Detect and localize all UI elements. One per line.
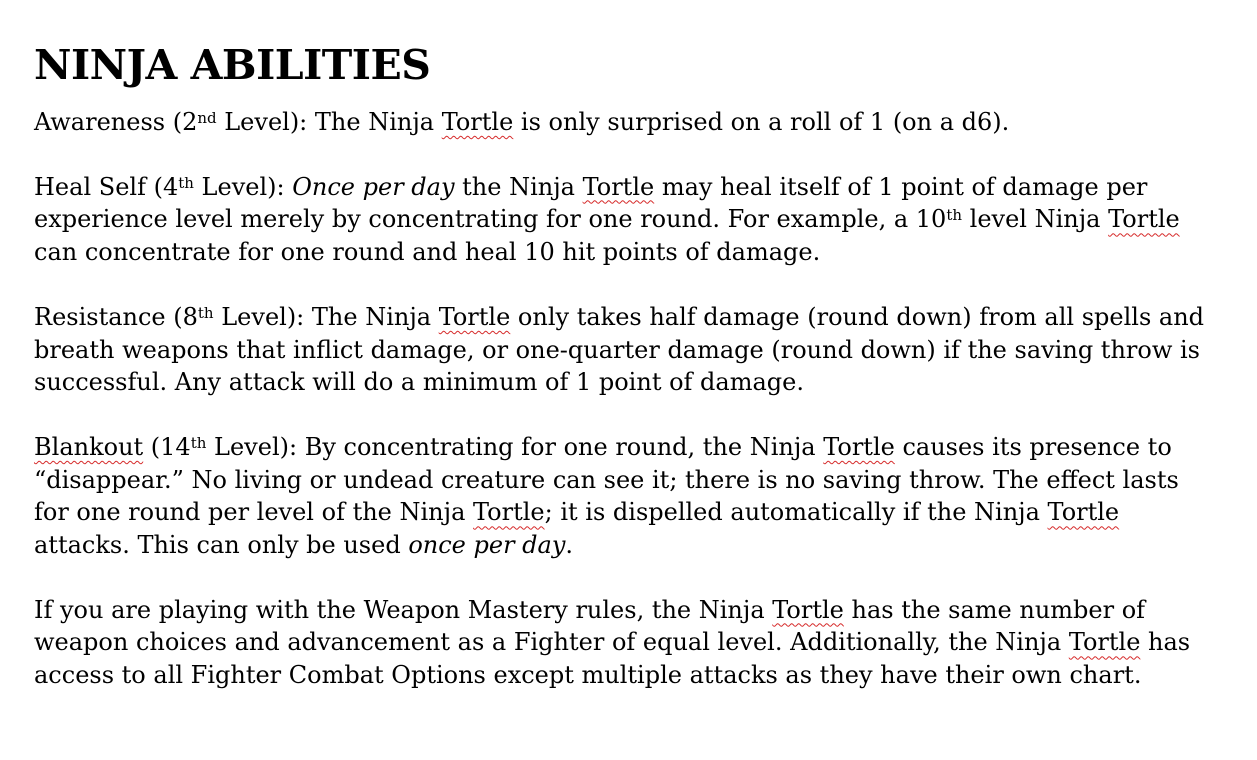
paragraph-heal-self <box>34 171 1214 269</box>
ordinal-suffix: th <box>197 303 214 322</box>
text-span: has the same number of weapon choices and advancement as a Fighter of equal level. Additionally, the Ninja <box>34 595 1146 657</box>
misspelled-word[interactable]: Blankout <box>34 432 144 461</box>
text-span: (14 <box>143 432 191 461</box>
text-span: has access to all Fighter Combat Options except multiple attacks as they have their own chart. <box>34 628 1191 690</box>
misspelled-word[interactable]: Tortle <box>1108 205 1180 234</box>
text-span: If you are playing with the Weapon Mastery rules, the Ninja <box>34 595 773 624</box>
ability-name: Resistance (8 <box>34 302 198 331</box>
text-span: is only surprised on a roll of 1 (on a d6). <box>513 108 1010 136</box>
text-span: ; it is dispelled automatically if the Ninja <box>544 498 1048 527</box>
ability-name: Awareness (2 <box>34 108 198 136</box>
paragraph-weapon-mastery <box>34 594 1214 692</box>
misspelled-word[interactable]: Tortle <box>582 172 655 201</box>
italic-text: once per day <box>408 531 566 560</box>
ordinal-suffix: th <box>190 433 207 452</box>
misspelled-word[interactable]: Tortle <box>441 108 514 136</box>
text-span: can concentrate for one round and heal 10 hit points of damage. <box>34 238 821 267</box>
paragraph-blankout <box>34 431 1214 562</box>
text-span: attacks. This can only be used <box>34 531 409 560</box>
text-span: Level): The Ninja <box>216 108 442 136</box>
misspelled-word[interactable]: Tortle <box>438 302 511 331</box>
text-span: level Ninja <box>962 205 1109 234</box>
text-span: Level): By concentrating for one round, the Ninja <box>206 432 824 461</box>
italic-text: Once per day <box>292 172 455 201</box>
text-span: may heal itself of 1 point of damage per experience level merely by concentrating for one round. For example, a 10 <box>34 172 1148 234</box>
misspelled-word[interactable]: Tortle <box>473 498 545 527</box>
misspelled-word[interactable]: Tortle <box>772 595 844 624</box>
misspelled-word[interactable]: Tortle <box>1047 498 1120 527</box>
text-span: only takes half damage (round down) from all spells and breath weapons that inflict damage, or one-quarter damage (round down) if the saving throw is successful. Any attack will do a minimum of 1 point of damage. <box>34 302 1205 397</box>
ordinal-suffix: th <box>178 173 194 192</box>
misspelled-word[interactable]: Tortle <box>823 432 895 461</box>
text-span: Level): The Ninja <box>213 302 439 331</box>
paragraph-resistance <box>34 301 1214 399</box>
text-span: Level): <box>193 172 293 201</box>
text-span: the Ninja <box>454 172 583 201</box>
document-page <box>34 38 1214 692</box>
paragraph-awareness <box>34 106 1214 139</box>
ordinal-suffix: th <box>946 206 963 225</box>
ability-name: Heal Self (4 <box>34 172 179 201</box>
misspelled-word[interactable]: Tortle <box>1068 628 1141 657</box>
ordinal-suffix: nd <box>197 109 217 127</box>
page-title: NINJA ABILITIES <box>34 41 431 89</box>
text-span: . <box>565 531 574 560</box>
text-span: causes its presence to “disappear.” No living or undead creature can see it; there is no saving throw. The effect lasts for one round per level of the Ninja <box>34 432 1179 527</box>
